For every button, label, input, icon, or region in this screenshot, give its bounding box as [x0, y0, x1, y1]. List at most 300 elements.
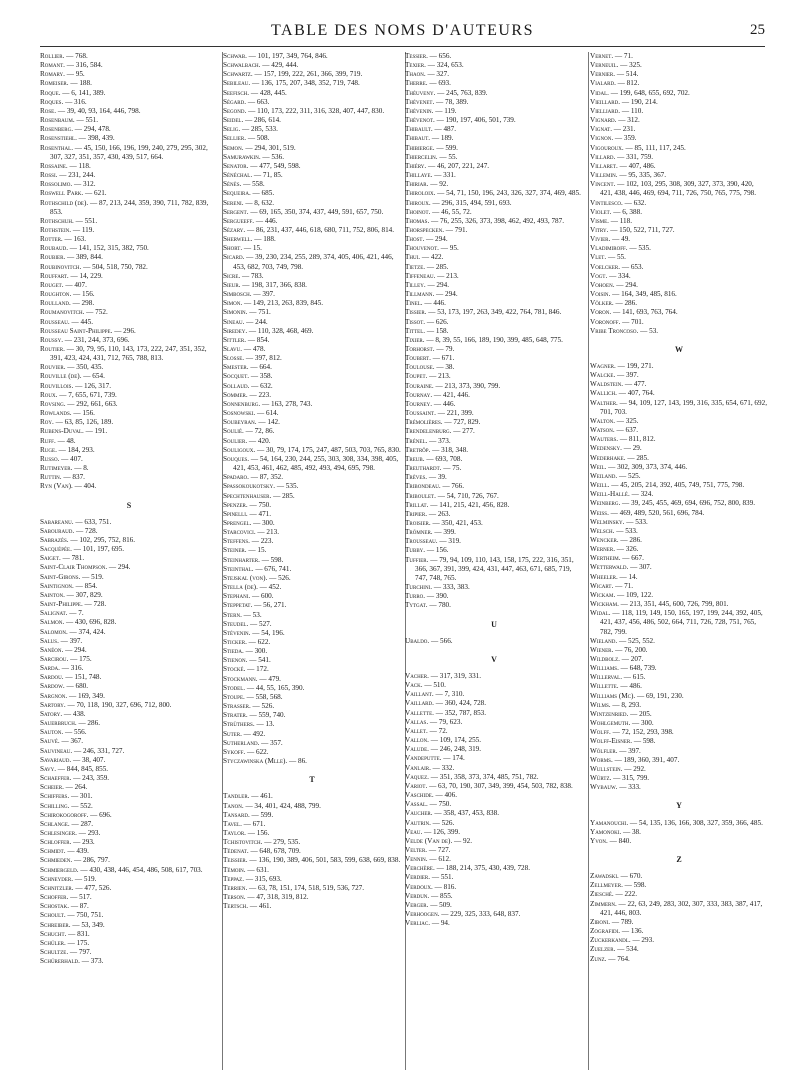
- author-name: Sommer: [223, 390, 246, 399]
- entry-separator: . —: [425, 473, 438, 482]
- author-name: Wedensky: [590, 444, 621, 453]
- entry-separator: . —: [71, 874, 84, 883]
- author-name: Wolff-Eisner: [590, 737, 631, 746]
- entry-separator: . —: [432, 345, 446, 353]
- author-name: Vallon: [405, 736, 428, 745]
- author-name: Wederhake: [590, 453, 624, 462]
- index-entry: [405, 446, 583, 455]
- author-name: Spechtenhauser: [223, 491, 270, 500]
- page-references: 222.: [624, 890, 638, 899]
- index-entry: [223, 363, 401, 372]
- entry-separator: . —: [425, 79, 439, 88]
- index-entry: [223, 52, 401, 61]
- entry-separator: . —: [71, 381, 85, 390]
- entry-separator: . —: [428, 873, 441, 882]
- page-references: 541.: [258, 656, 271, 665]
- entry-separator: . —: [241, 116, 255, 125]
- author-name: Velter: [405, 845, 426, 854]
- index-entry: [223, 226, 401, 235]
- index-entry: [223, 125, 401, 134]
- index-entry: [40, 464, 218, 473]
- author-name: Vivier: [590, 235, 609, 244]
- author-name: Sutherland: [223, 738, 258, 747]
- author-name: Sergueeff: [223, 216, 253, 225]
- index-entry: [223, 720, 401, 729]
- page-references: 358.: [259, 372, 273, 381]
- index-entry: [405, 892, 583, 901]
- entry-separator: . —: [253, 409, 266, 418]
- author-name: Roumanovitch: [40, 308, 83, 317]
- entry-separator: . —: [285, 757, 298, 766]
- author-name: Wiener: [590, 645, 612, 654]
- entry-separator: . —: [247, 454, 260, 463]
- entry-separator: . —: [66, 948, 79, 956]
- entry-separator: . —: [438, 482, 452, 491]
- author-name: Simonin: [223, 308, 246, 317]
- entry-separator: . —: [245, 883, 259, 892]
- page-references: 95, 335, 367.: [628, 171, 667, 180]
- index-entry: [405, 501, 583, 510]
- entry-separator: . —: [244, 97, 257, 106]
- index-entry: [590, 701, 768, 710]
- author-name: Salignat: [40, 609, 66, 618]
- page-references: 53, 349.: [81, 920, 105, 929]
- page-references: 287.: [80, 819, 94, 828]
- entry-separator: . —: [53, 436, 67, 445]
- index-entry: [590, 171, 768, 180]
- author-name: Wybauw: [590, 783, 616, 792]
- page-references: 213.: [446, 271, 459, 280]
- page-references: 15.: [257, 546, 267, 555]
- author-name: Voisin: [590, 290, 609, 299]
- author-name: Teppaz: [223, 874, 243, 883]
- entry-separator: . —: [62, 52, 76, 60]
- entry-separator: . —: [608, 700, 622, 709]
- page-references: 367.: [70, 737, 84, 746]
- index-entry: [405, 244, 583, 253]
- entry-separator: . —: [427, 216, 441, 225]
- author-name: Tribondeau: [405, 482, 439, 491]
- index-entry: [405, 901, 583, 910]
- entry-separator: . —: [54, 106, 67, 115]
- entry-separator: . —: [247, 792, 261, 801]
- index-entry: [590, 180, 768, 198]
- entry-separator: . —: [418, 253, 431, 262]
- index-entry: [590, 79, 768, 88]
- index-entry: [590, 399, 768, 417]
- entry-separator: . —: [243, 692, 256, 701]
- entry-separator: . —: [81, 189, 94, 198]
- index-entry: [40, 527, 218, 536]
- entry-separator: . —: [82, 308, 96, 317]
- index-entry: [405, 736, 583, 745]
- author-name: Steffens: [223, 537, 249, 546]
- entry-separator: . —: [71, 143, 84, 152]
- author-name: Saint-Philippe: [40, 600, 81, 609]
- author-name: Torhorst: [405, 345, 433, 353]
- author-name: Souligoux: [223, 445, 254, 454]
- author-name: Troisier: [405, 518, 429, 527]
- author-name: Wheeler: [590, 572, 616, 581]
- author-name: Vautrin: [405, 818, 430, 827]
- index-entry: [223, 308, 401, 317]
- index-entry: [590, 945, 768, 954]
- index-entry: [40, 79, 218, 88]
- page-references: 781.: [71, 554, 85, 563]
- page-references: 486.: [629, 682, 642, 691]
- entry-separator: . —: [66, 893, 80, 902]
- page-references: 39.: [437, 473, 447, 482]
- index-entry: [40, 618, 218, 627]
- index-entry: [590, 454, 768, 463]
- index-entry: [590, 837, 768, 846]
- page-references: 478.: [252, 345, 266, 353]
- author-name: Trömner: [405, 528, 431, 537]
- page-references: 63, 70, 190, 307, 349, 399, 454, 503, 782, 838.: [438, 781, 573, 790]
- author-name: Roubier: [40, 253, 64, 262]
- author-name: Saint-Girons: [40, 572, 79, 581]
- index-entry: [40, 446, 218, 455]
- entry-separator: . —: [260, 838, 274, 847]
- index-entry: [590, 272, 768, 281]
- page-references: 751.: [258, 308, 271, 317]
- entry-separator: . —: [604, 253, 617, 262]
- section-letter: V: [491, 654, 497, 664]
- entry-separator: . —: [619, 827, 632, 836]
- index-entry: [590, 153, 768, 162]
- page-references: 663.: [256, 97, 270, 106]
- index-entry: [40, 719, 218, 728]
- index-entry: [223, 116, 401, 125]
- page-references: 126, 317.: [84, 381, 111, 390]
- author-name: Sargnon: [40, 691, 66, 700]
- author-name: Suter: [223, 729, 241, 738]
- entry-separator: . —: [86, 810, 100, 819]
- page-references: 667.: [631, 554, 644, 563]
- page-references: 399.: [443, 528, 456, 537]
- author-name: Soubeyran: [223, 418, 255, 427]
- entry-separator: . —: [607, 88, 620, 97]
- index-entry: [405, 70, 583, 79]
- page-references: 316.: [74, 97, 87, 106]
- page-references: 72, 152, 293, 398.: [621, 728, 674, 737]
- page-references: 533.: [625, 526, 638, 535]
- index-entry: [590, 936, 768, 945]
- index-entry: [590, 828, 768, 837]
- page-references: 79.: [445, 345, 455, 353]
- index-entry: [405, 773, 583, 782]
- author-name: Stieda: [223, 647, 242, 656]
- entry-separator: . —: [63, 345, 76, 353]
- index-entry: [223, 107, 401, 116]
- page-references: 373.: [90, 957, 104, 966]
- index-entry: [405, 583, 583, 592]
- entry-separator: . —: [72, 216, 85, 225]
- page-references: 626.: [435, 317, 449, 326]
- author-name: Vieillard: [590, 97, 619, 106]
- page-references: 213.: [266, 528, 279, 537]
- index-entry: [590, 426, 768, 435]
- page-references: 150, 522, 711, 727.: [619, 225, 675, 234]
- author-name: Widal: [590, 609, 609, 618]
- page-references: 95.: [75, 70, 85, 79]
- page-references: 333, 383.: [442, 583, 470, 592]
- page-references: 8, 293.: [621, 700, 642, 709]
- index-entry: [405, 556, 583, 583]
- index-entry: [590, 208, 768, 217]
- page-references: 7.: [78, 609, 84, 618]
- page-references: 294, 478.: [83, 125, 111, 134]
- entry-separator: . —: [258, 61, 272, 70]
- author-name: Satory: [40, 709, 61, 718]
- index-entry: [590, 563, 768, 572]
- page-references: 312.: [82, 180, 96, 189]
- entry-separator: . —: [253, 445, 266, 454]
- index-entry: [590, 890, 768, 899]
- entry-separator: . —: [242, 253, 256, 262]
- index-entry: [40, 281, 218, 290]
- page-references: 86.: [297, 757, 307, 766]
- author-name: Steiner: [223, 546, 245, 555]
- page-references: 556.: [73, 728, 87, 737]
- page-references: 407.: [70, 454, 83, 463]
- index-entry: [223, 418, 401, 427]
- page-references: 286.: [87, 719, 100, 728]
- entry-separator: . —: [435, 152, 449, 161]
- page-references: 49.: [621, 235, 631, 244]
- page-references: 727.: [437, 845, 451, 854]
- page-references: 191.: [94, 427, 108, 436]
- author-name: Schmiergeld: [40, 865, 77, 874]
- index-entry: [590, 756, 768, 765]
- index-entry: [40, 299, 218, 308]
- entry-separator: . —: [243, 225, 256, 234]
- page-references: 428, 445.: [259, 88, 287, 97]
- entry-separator: . —: [420, 681, 434, 690]
- index-entry: [405, 828, 583, 837]
- page-references: 294.: [625, 280, 638, 289]
- index-entry: [40, 866, 218, 875]
- page-references: 469, 489, 520, 561, 696, 784.: [619, 508, 705, 517]
- page-references: 331, 759.: [626, 152, 654, 161]
- index-entry: [405, 427, 583, 436]
- author-name: Veau: [405, 827, 421, 836]
- entry-separator: . —: [428, 207, 442, 216]
- page-references: 326.: [625, 545, 639, 554]
- index-entry: [405, 116, 583, 125]
- entry-separator: . —: [611, 299, 625, 308]
- entry-separator: . —: [70, 464, 84, 473]
- index-entry: [223, 79, 401, 88]
- author-name: Walther: [590, 398, 617, 407]
- page-references: 175.: [76, 938, 90, 947]
- entry-separator: . —: [626, 818, 639, 827]
- entry-separator: . —: [248, 537, 261, 546]
- page-references: 38.: [445, 363, 455, 372]
- page-references: 163.: [73, 235, 87, 244]
- index-entry: [223, 235, 401, 244]
- index-entry: [223, 162, 401, 171]
- index-entry: [590, 900, 768, 918]
- author-name: Toubert: [405, 354, 430, 363]
- entry-separator: . —: [613, 180, 627, 189]
- entry-separator: . —: [256, 583, 269, 592]
- index-entry: [40, 582, 218, 591]
- author-name: Verliac: [405, 919, 429, 928]
- author-name: Werner: [590, 545, 614, 554]
- page-references: 163, 278, 743.: [270, 399, 313, 408]
- entry-separator: . —: [430, 809, 444, 818]
- index-column-4: [590, 52, 768, 1070]
- entry-separator: . —: [243, 683, 256, 692]
- entry-separator: . —: [428, 198, 442, 207]
- author-name: Tripier: [405, 509, 426, 518]
- author-name: Villaret: [590, 161, 617, 170]
- author-name: Schwab: [223, 52, 246, 60]
- entry-separator: . —: [71, 482, 84, 491]
- index-entry: [40, 774, 218, 783]
- page-references: 477.: [633, 380, 647, 389]
- author-name: Sacquépée: [40, 545, 71, 554]
- author-name: Trillat: [405, 500, 427, 509]
- entry-separator: . —: [68, 920, 82, 929]
- author-name: Tourney: [405, 399, 431, 408]
- author-name: Ruge: [40, 445, 56, 454]
- entry-separator: . —: [609, 308, 622, 317]
- author-name: Terson: [223, 893, 244, 902]
- index-entry: [40, 235, 218, 244]
- index-entry: [590, 226, 768, 235]
- page-references: 39, 230, 234, 255, 289, 374, 405, 406, 421, 446, 453, 682, 703, 749, 798.: [233, 253, 394, 271]
- entry-separator: . —: [616, 398, 629, 407]
- author-name: Sieur: [223, 280, 239, 289]
- page-references: 446.: [442, 399, 456, 408]
- page-references: 56, 271.: [263, 601, 287, 610]
- index-entry: [405, 846, 583, 855]
- index-entry: [405, 455, 583, 464]
- page-references: 389, 844.: [75, 253, 103, 262]
- entry-separator: . —: [57, 737, 71, 746]
- page-references: 13.: [265, 720, 275, 729]
- page-references: 118.: [78, 161, 91, 170]
- entry-separator: . —: [427, 636, 440, 645]
- index-entry: [590, 499, 768, 508]
- page-references: 101, 197, 349, 764, 846.: [257, 52, 328, 60]
- entry-separator: . —: [622, 517, 636, 526]
- index-entry: [405, 601, 583, 610]
- index-entry: [223, 144, 401, 153]
- author-name: Vignat: [590, 125, 611, 134]
- index-entry: [223, 272, 401, 281]
- index-entry: [590, 664, 768, 673]
- page-references: 615.: [632, 673, 646, 682]
- author-name: Tuffier: [405, 555, 427, 564]
- index-entry: [40, 199, 218, 217]
- page-references: 653.: [630, 262, 644, 271]
- index-entry: [223, 702, 401, 711]
- page-references: 519.: [83, 874, 97, 883]
- entry-separator: . —: [63, 399, 77, 408]
- index-entry: [223, 98, 401, 107]
- author-name: Sartory: [40, 700, 64, 709]
- entry-separator: . —: [240, 244, 253, 253]
- page-references: 492.: [252, 729, 266, 738]
- entry-separator: . —: [423, 592, 436, 601]
- author-name: Villard: [590, 152, 614, 161]
- page-references: 350, 435.: [76, 363, 104, 372]
- entry-separator: . —: [426, 555, 440, 564]
- author-name: Vielliard: [590, 106, 619, 115]
- entry-separator: . —: [254, 418, 268, 427]
- author-name: Short: [223, 244, 241, 253]
- page-references: 752.: [95, 308, 108, 317]
- entry-separator: . —: [615, 572, 629, 581]
- page-references: 421, 446.: [442, 390, 470, 399]
- page-references: 791.: [454, 225, 468, 234]
- author-name: Thévenin: [405, 106, 432, 115]
- page-references: 136, 190, 389, 406, 501, 583, 599, 638, 669, 838.: [258, 856, 401, 865]
- page-references: 86, 231, 437, 446, 618, 680, 711, 752, 806, 814.: [255, 225, 395, 234]
- page-references: 551.: [84, 216, 98, 225]
- author-name: Schoult: [40, 911, 64, 920]
- author-name: Schaeffer: [40, 774, 70, 783]
- author-name: Visme: [590, 216, 608, 225]
- author-name: Wickam: [590, 590, 614, 599]
- index-entry: [223, 327, 401, 336]
- entry-separator: . —: [60, 709, 73, 718]
- author-name: Vallet: [405, 726, 427, 735]
- author-name: Terrien: [223, 883, 246, 892]
- index-entry: [40, 144, 218, 162]
- author-name: Russo: [40, 454, 58, 463]
- entry-separator: . —: [240, 729, 253, 738]
- author-name: Treuthardt: [405, 464, 440, 473]
- author-name: Rouvier: [40, 363, 64, 372]
- index-entry: [40, 400, 218, 409]
- author-name: Sicre: [223, 271, 239, 280]
- page-references: 508.: [256, 134, 270, 143]
- entry-separator: . —: [616, 161, 629, 170]
- page-references: 286, 797.: [82, 856, 110, 865]
- index-entry: [223, 847, 401, 856]
- index-entry: [40, 893, 218, 902]
- author-name: Williams: [590, 664, 618, 673]
- index-entry: [405, 919, 583, 928]
- index-entry: [223, 354, 401, 363]
- index-entry: [590, 536, 768, 545]
- author-name: Weill: [590, 481, 608, 490]
- author-name: Valude: [405, 745, 428, 754]
- page-references: 504, 518, 750, 782.: [92, 262, 148, 271]
- index-entry: [590, 927, 768, 936]
- index-entry: [590, 380, 768, 389]
- author-name: Sarcirou: [40, 655, 67, 663]
- index-entry: [405, 418, 583, 427]
- entry-separator: . —: [66, 79, 80, 88]
- page-references: 169, 349.: [77, 691, 105, 700]
- entry-separator: . —: [609, 728, 622, 737]
- page-references: 69, 191, 230.: [645, 691, 684, 700]
- author-name: Stockmann: [223, 674, 256, 683]
- entry-separator: . —: [633, 691, 646, 700]
- page-references: 63, 85, 126, 189.: [64, 418, 114, 427]
- entry-separator: . —: [244, 335, 257, 344]
- entry-separator: . —: [65, 627, 79, 636]
- page-references: 198, 317, 366, 838.: [251, 280, 307, 289]
- author-name: Trendelenburg: [405, 427, 450, 436]
- entry-separator: . —: [615, 471, 628, 480]
- page-references: 294.: [435, 235, 448, 244]
